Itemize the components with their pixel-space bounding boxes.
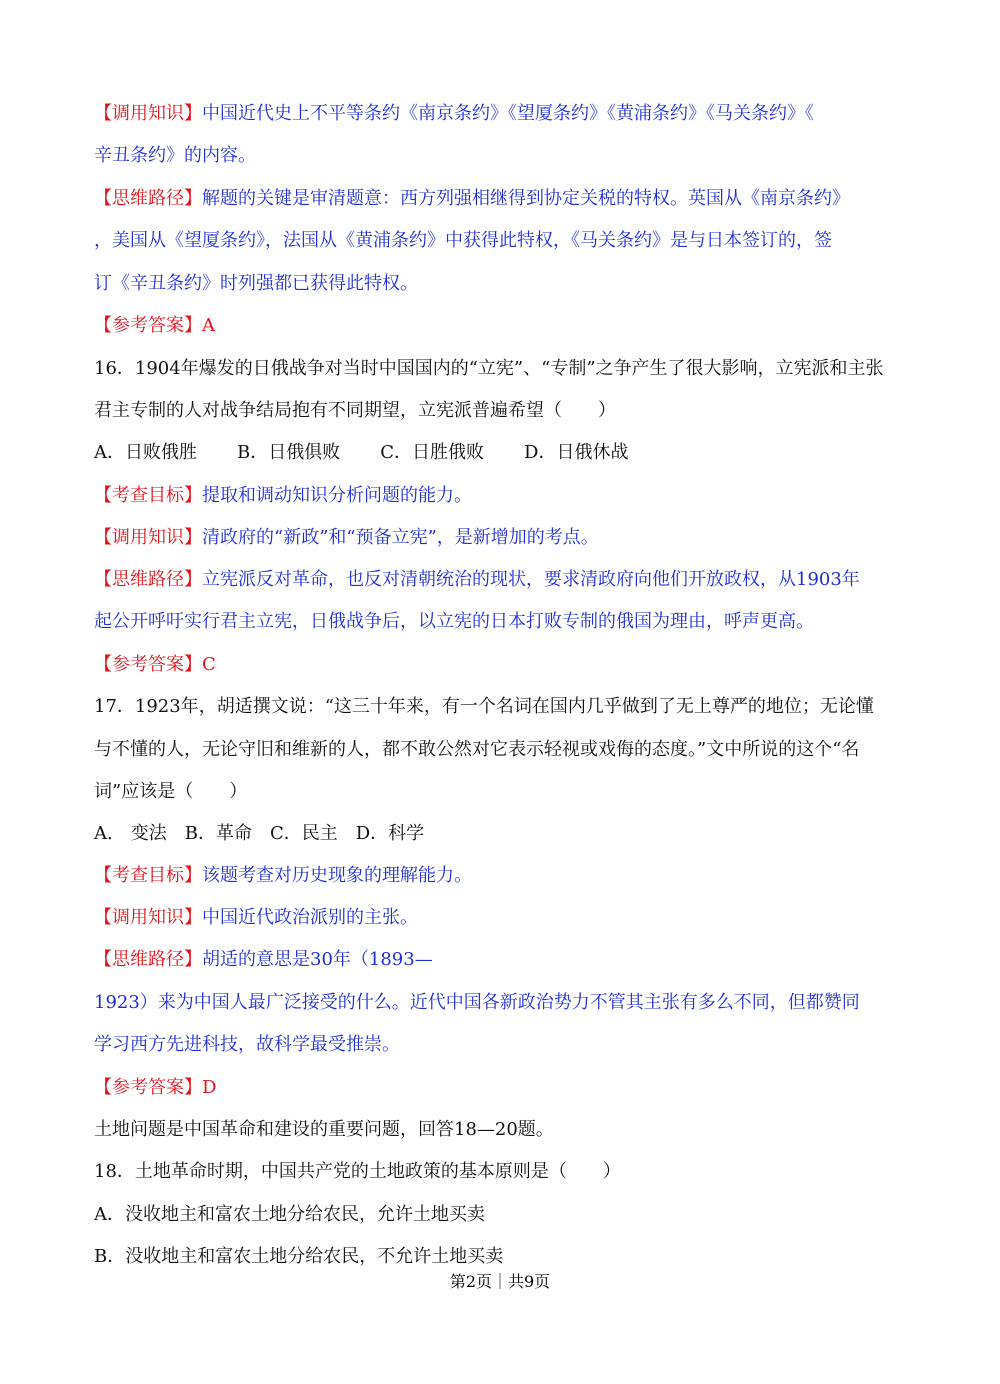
q16-stem-line-1: 16．1904年爆发的日俄战争对当时中国国内的“立宪”、“专制”之争产生了很大影响，立宪派和主张 bbox=[94, 358, 884, 379]
route-tag: 【思维路径】 bbox=[94, 949, 202, 970]
answer-tag: 【参考答案】 bbox=[94, 654, 202, 675]
knowledge-tag: 【调用知识】 bbox=[94, 103, 202, 124]
page-footer: 第2页｜共9页 bbox=[449, 1272, 551, 1291]
q15-route-line-2: ，美国从《望厦条约》，法国从《黄浦条约》中获得此特权，《马关条约》是与日本签订的，签 bbox=[94, 230, 832, 251]
q16-route-line-2: 起公开呼吁实行君主立宪，日俄战争后，以立宪的日本打败专制的俄国为理由，呼声更高。 bbox=[94, 611, 814, 632]
knowledge-tag: 【调用知识】 bbox=[94, 527, 202, 548]
q16-option-c: C．日胜俄败 bbox=[380, 442, 485, 463]
route-tag: 【思维路径】 bbox=[94, 188, 202, 209]
answer-value: D bbox=[202, 1077, 217, 1098]
target-tag: 【考查目标】 bbox=[94, 865, 202, 886]
route-text: 胡适的意思是30年（1893— bbox=[202, 949, 433, 970]
q17-knowledge-line bbox=[94, 906, 418, 930]
q15-route-line-3: 订《辛丑条约》时列强都已获得此特权。 bbox=[94, 273, 418, 294]
q17-stem-line-2: 与不懂的人，无论守旧和维新的人，都不敢公然对它表示轻视或戏侮的态度。”文中所说的这个“名 bbox=[94, 739, 860, 760]
knowledge-tag: 【调用知识】 bbox=[94, 907, 202, 928]
knowledge-text: 中国近代政治派别的主张。 bbox=[202, 907, 418, 928]
q16-answer bbox=[94, 653, 216, 677]
target-tag: 【考查目标】 bbox=[94, 485, 202, 506]
answer-value: C bbox=[202, 654, 216, 675]
q17-target-line bbox=[94, 864, 472, 888]
q18-option-a: A．没收地主和富农土地分给农民，允许土地买卖 bbox=[94, 1204, 485, 1225]
section-intro: 土地问题是中国革命和建设的重要问题，回答18—20题。 bbox=[94, 1119, 554, 1140]
q15-route-line-1 bbox=[94, 187, 850, 211]
q16-stem-line-2: 君主专制的人对战争结局抱有不同期望，立宪派普遍希望（ ） bbox=[94, 400, 616, 421]
q16-option-a: A．日败俄胜 bbox=[94, 442, 197, 463]
q15-knowledge-line-2: 辛丑条约》的内容。 bbox=[94, 145, 256, 166]
q17-route-line-1 bbox=[94, 948, 433, 972]
q17-route-line-3: 学习西方先进科技，故科学最受推崇。 bbox=[94, 1034, 400, 1055]
q17-stem-line-3: 词”应该是（ ） bbox=[94, 781, 248, 802]
answer-tag: 【参考答案】 bbox=[94, 1077, 202, 1098]
q17-options: A. 变法 B．革命 C．民主 D．科学 bbox=[94, 823, 425, 844]
q18-option-b: B．没收地主和富农土地分给农民，不允许土地买卖 bbox=[94, 1246, 504, 1267]
q16-route-line-1 bbox=[94, 568, 860, 592]
answer-value: A bbox=[202, 315, 215, 336]
q16-option-b: B．日俄俱败 bbox=[237, 442, 341, 463]
q15-answer bbox=[94, 314, 215, 338]
q15-knowledge-line-1 bbox=[94, 102, 814, 126]
answer-tag: 【参考答案】 bbox=[94, 315, 202, 336]
route-tag: 【思维路径】 bbox=[94, 569, 202, 590]
route-text: 解题的关键是审清题意：西方列强相继得到协定关税的特权。英国从《南京条约》 bbox=[202, 188, 850, 209]
q16-option-d: D．日俄休战 bbox=[524, 442, 629, 463]
q16-knowledge-line bbox=[94, 526, 599, 550]
q17-route-line-2: 1923）来为中国人最广泛接受的什么。近代中国各新政治势力不管其主张有多么不同，但都赞同 bbox=[94, 992, 860, 1013]
target-text: 提取和调动知识分析问题的能力。 bbox=[202, 485, 472, 506]
target-text: 该题考查对历史现象的理解能力。 bbox=[202, 865, 472, 886]
q18-stem: 18．土地革命时期，中国共产党的土地政策的基本原则是（ ） bbox=[94, 1161, 621, 1182]
knowledge-text: 清政府的“新政”和“预备立宪”，是新增加的考点。 bbox=[202, 527, 599, 548]
knowledge-text: 中国近代史上不平等条约《南京条约》《望厦条约》《黄浦条约》《马关条约》《 bbox=[202, 103, 814, 124]
q16-target-line bbox=[94, 484, 472, 508]
q17-answer bbox=[94, 1076, 216, 1100]
q16-options bbox=[94, 441, 628, 465]
route-text: 立宪派反对革命，也反对清朝统治的现状，要求清政府向他们开放政权，从1903年 bbox=[202, 569, 860, 590]
q17-stem-line-1: 17．1923年，胡适撰文说：“这三十年来，有一个名词在国内几乎做到了无上尊严的地位；无论懂 bbox=[94, 696, 874, 717]
